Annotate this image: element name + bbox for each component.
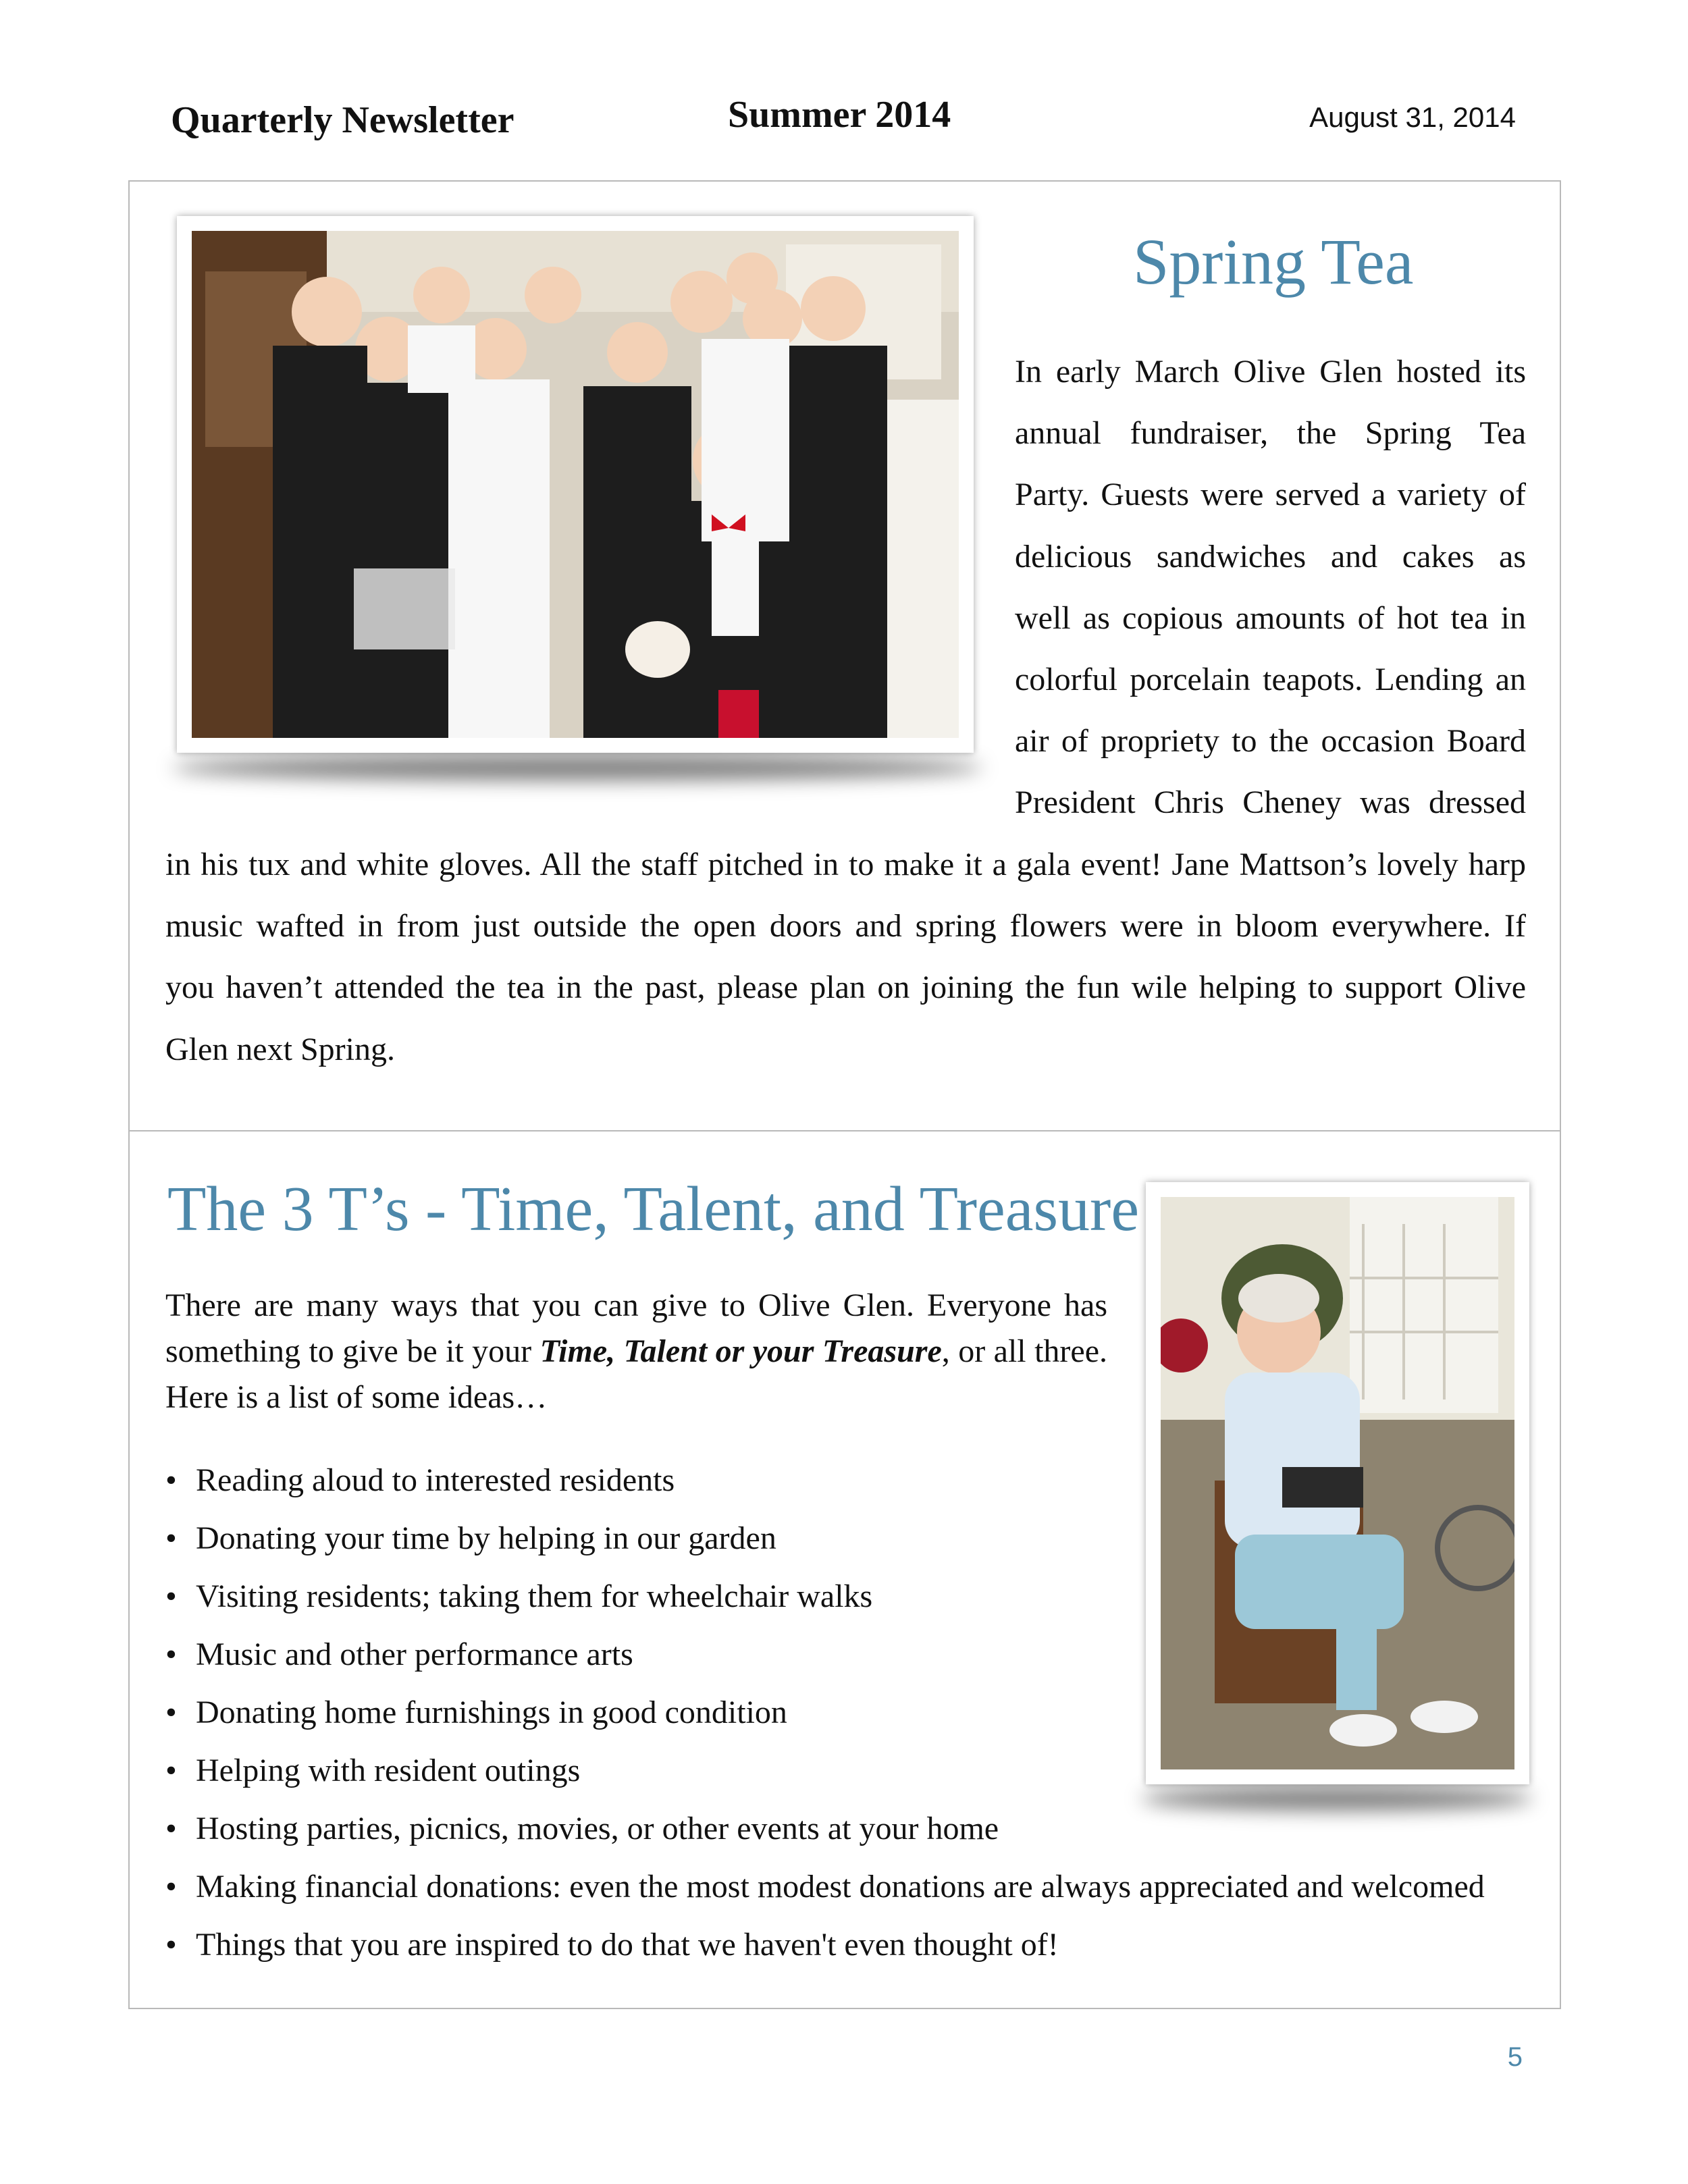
list-item-text: Donating your time by helping in our garden [196,1520,776,1556]
text-line: air of propriety to the occasion Board [1015,723,1526,760]
intro-text: There are many ways that you can give to Olive Glen. Everyone has something to give be it your [165,1287,1107,1369]
list-item [165,1568,1485,1626]
bullet: • [165,1636,177,1672]
spring-tea-paragraph-beside-photo [1015,341,1526,834]
text-line: In early March Olive Glen hosted its [1015,354,1526,390]
list-item [165,1451,1485,1510]
bullet: • [165,1869,177,1905]
text-line: in his tux and white gloves. All the staff pitched in to make it a gala event! Jane Mattson’s lovely harp [165,847,1526,882]
bullet: • [165,1462,177,1498]
spring-tea-paragraph-full-width [165,834,1526,1080]
text-line: Glen next Spring. [165,1031,395,1067]
list-item [165,1626,1485,1684]
list-item [165,1800,1485,1858]
text-line: delicious sandwiches and cakes as [1015,538,1526,575]
bullet: • [165,1811,177,1846]
list-item-text: Helping with resident outings [196,1753,581,1788]
three-ts-title: The 3 T’s - Time, Talent, and Treasure [167,1174,1140,1244]
issue-season: Summer 2014 [728,94,951,136]
list-item [165,1916,1485,1974]
text-line: Party. Guests were served a variety of [1015,477,1526,513]
list-item-text: Donating home furnishings in good condition [196,1695,787,1730]
list-item-text: Making financial donations: even the most modest donations are always appreciated and welcomed [196,1869,1485,1905]
list-item-text: Hosting parties, picnics, movies, or other events at your home [196,1811,999,1846]
page-number: 5 [1507,2042,1523,2072]
list-item [165,1510,1485,1568]
list-item-text: Visiting residents; taking them for wheelchair walks [196,1578,873,1614]
issue-date: August 31, 2014 [1309,101,1516,133]
text-line: well as copious amounts of hot tea in [1015,600,1526,636]
bullet: • [165,1927,177,1963]
spring-tea-group-photo [177,216,974,753]
text-line: colorful porcelain teapots. Lending an [1015,662,1526,698]
intro-emphasis: Time, Talent or your Treasure [539,1333,942,1369]
photo-shadow [172,755,982,780]
list-item [165,1858,1485,1916]
list-item [165,1742,1485,1800]
three-ts-intro [165,1283,1107,1420]
list-item-text: Reading aloud to interested residents [196,1462,675,1498]
spring-tea-title: Spring Tea [1133,225,1414,298]
list-item-text: Things that you are inspired to do that we haven't even thought of! [196,1927,1059,1963]
text-line: music wafted in from just outside the open doors and spring flowers were in bloom everywhere. If [165,908,1526,944]
text-line: you haven’t attended the tea in the past, please plan on joining the fun wile helping to support Olive [165,969,1526,1006]
intro-text-end: , or all three. Here is a list of some ideas… [165,1333,1108,1415]
text-line: President Chris Cheney was dressed [1015,784,1526,821]
text-line: annual fundraiser, the Spring Tea [1015,415,1526,452]
bullet: • [165,1578,177,1614]
list-item [165,1684,1485,1742]
ideas-list [165,1451,1485,1974]
bullet: • [165,1520,177,1556]
newsletter-title: Quarterly Newsletter [171,99,515,141]
list-item-text: Music and other performance arts [196,1636,633,1672]
group-photo-image [192,231,959,738]
bullet: • [165,1753,177,1788]
bullet: • [165,1695,177,1730]
